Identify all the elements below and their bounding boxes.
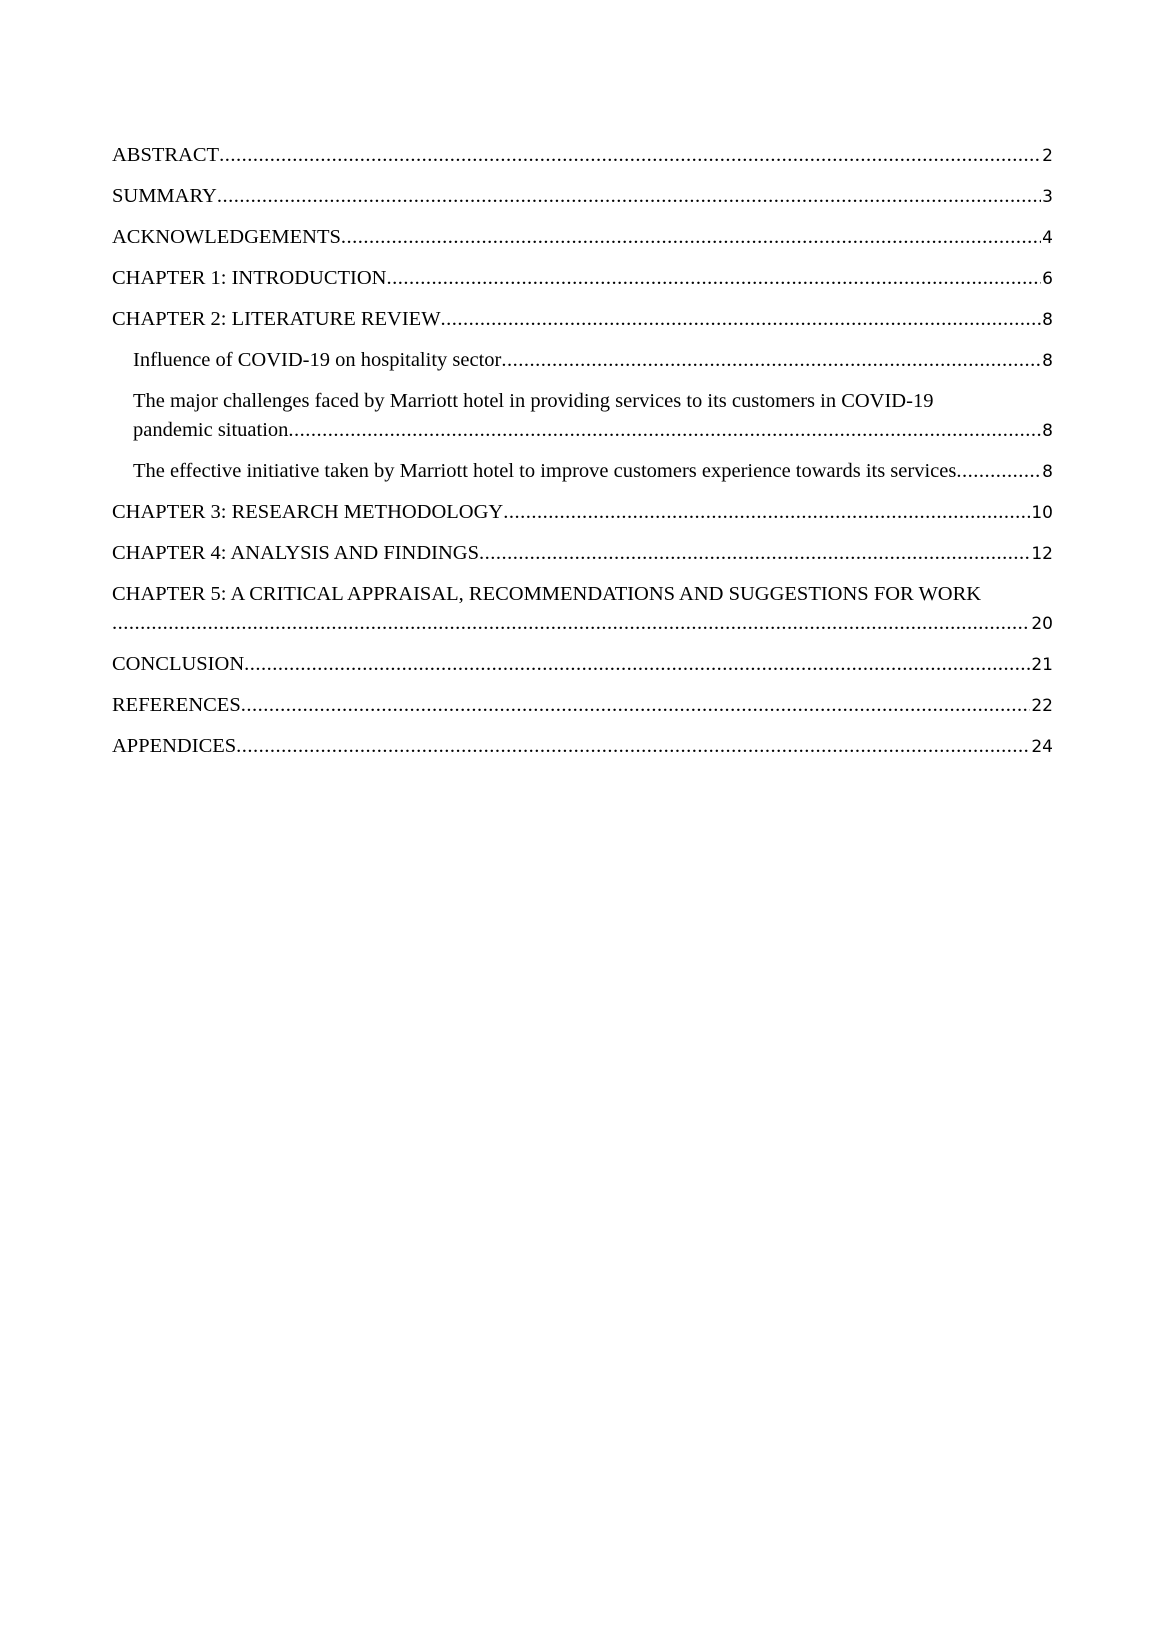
toc-entry-chapter-2[interactable]	[112, 305, 1053, 335]
toc-entry-title: The effective initiative taken by Marriott hotel to improve customers experience towards its services	[133, 460, 957, 482]
toc-entry-abstract[interactable]	[112, 141, 1053, 171]
toc-entry-title-line1: The major challenges faced by Marriott hotel in providing services to its customers in COVID-19	[133, 390, 934, 412]
toc-page-number: 8	[1042, 351, 1053, 371]
toc-entry-title: CHAPTER 3: RESEARCH METHODOLOGY	[112, 501, 504, 523]
toc-page-number: 12	[1031, 544, 1053, 564]
toc-page-number: 8	[1042, 462, 1053, 482]
toc-dot-leader	[441, 305, 1042, 334]
toc-dot-leader	[241, 691, 1031, 720]
toc-entry-chapter-3[interactable]	[112, 498, 1053, 528]
toc-entry-title: ACKNOWLEDGEMENTS	[112, 226, 341, 248]
toc-entry-major-challenges[interactable]	[112, 387, 1053, 446]
toc-entry-appendices[interactable]	[112, 732, 1053, 762]
toc-page-number: 24	[1031, 737, 1053, 757]
toc-entry-chapter-1[interactable]	[112, 264, 1053, 294]
toc-page-number: 3	[1042, 187, 1053, 207]
toc-dot-leader	[219, 141, 1041, 170]
toc-page-number: 20	[1031, 614, 1053, 634]
toc-entry-references[interactable]	[112, 691, 1053, 721]
toc-page-number: 22	[1031, 696, 1053, 716]
toc-entry-title: SUMMARY	[112, 185, 217, 207]
toc-entry-title: ABSTRACT	[112, 144, 220, 166]
toc-page-number: 8	[1042, 310, 1053, 330]
toc-dot-leader	[288, 416, 1041, 445]
toc-dot-leader	[479, 539, 1030, 568]
toc-entry-title-line1: CHAPTER 5: A CRITICAL APPRAISAL, RECOMMENDATIONS AND SUGGESTIONS FOR WORK	[112, 583, 982, 605]
toc-entry-summary[interactable]	[112, 182, 1053, 212]
toc-entry-effective-initiative[interactable]	[112, 457, 1053, 487]
toc-dot-leader	[112, 609, 1030, 638]
toc-dot-leader	[341, 223, 1041, 252]
toc-page-number: 4	[1042, 228, 1053, 248]
toc-dot-leader	[244, 650, 1030, 679]
toc-dot-leader	[501, 346, 1041, 375]
toc-dot-leader	[956, 457, 1041, 486]
toc-dot-leader	[386, 264, 1041, 293]
toc-entry-title: CHAPTER 4: ANALYSIS AND FINDINGS	[112, 542, 479, 564]
toc-entry-title-line2: pandemic situation	[133, 419, 289, 441]
toc-entry-covid-influence[interactable]	[112, 346, 1053, 376]
toc-entry-conclusion[interactable]	[112, 650, 1053, 680]
table-of-contents	[112, 141, 1053, 773]
toc-page-number: 6	[1042, 269, 1053, 289]
toc-page-number: 10	[1031, 503, 1053, 523]
toc-dot-leader	[503, 498, 1030, 527]
toc-dot-leader	[236, 732, 1030, 761]
toc-page-number: 8	[1042, 421, 1053, 441]
toc-entry-title: APPENDICES	[112, 735, 237, 757]
toc-entry-title: REFERENCES	[112, 694, 241, 716]
toc-page-number: 21	[1031, 655, 1053, 675]
toc-entry-chapter-5[interactable]	[112, 580, 1053, 639]
toc-entry-title: CHAPTER 1: INTRODUCTION	[112, 267, 387, 289]
toc-entry-title: CHAPTER 2: LITERATURE REVIEW	[112, 308, 441, 330]
toc-dot-leader	[217, 182, 1041, 211]
toc-page-number: 2	[1042, 146, 1053, 166]
toc-entry-title: CONCLUSION	[112, 653, 245, 675]
toc-entry-chapter-4[interactable]	[112, 539, 1053, 569]
toc-entry-title: Influence of COVID-19 on hospitality sector	[133, 349, 502, 371]
toc-entry-acknowledgements[interactable]	[112, 223, 1053, 253]
